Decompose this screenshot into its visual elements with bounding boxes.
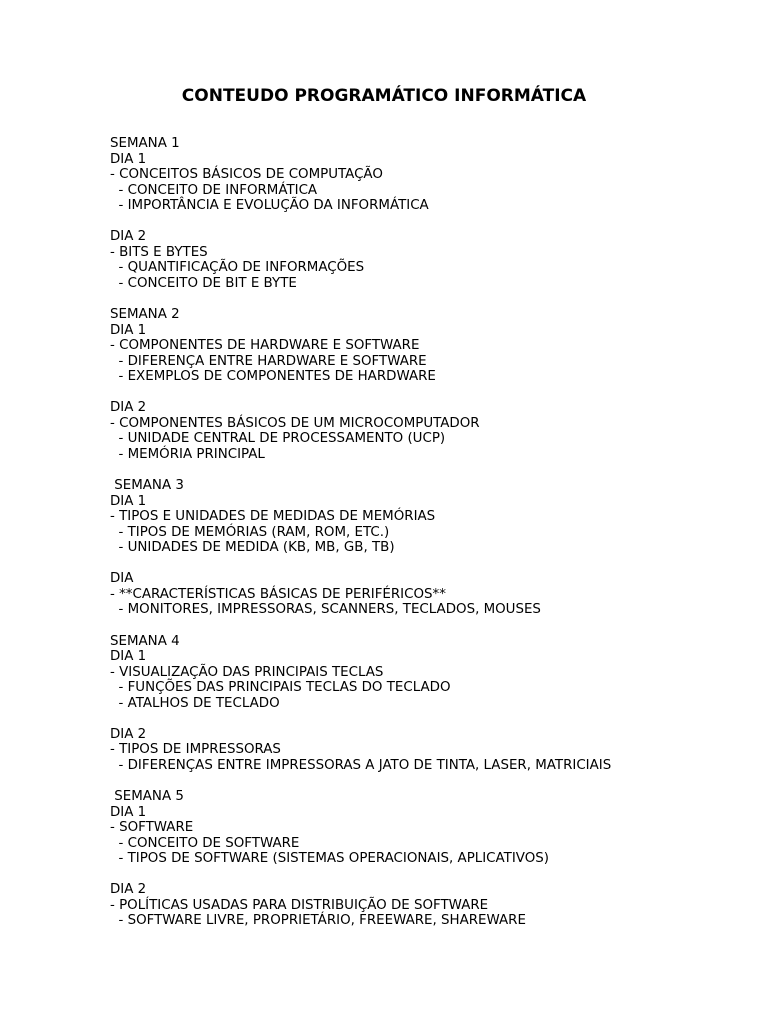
text-line: - COMPONENTES BÁSICOS DE UM MICROCOMPUTADOR: [110, 415, 480, 431]
blank-line: [110, 291, 611, 307]
text-line: - ATALHOS DE TECLADO: [110, 695, 280, 711]
text-line: - UNIDADES DE MEDIDA (KB, MB, GB, TB): [110, 540, 395, 556]
blank-line: [110, 867, 611, 883]
text-line: - TIPOS DE IMPRESSORAS: [110, 742, 281, 758]
text-line: - SOFTWARE LIVRE, PROPRIETÁRIO, FREEWARE, SHAREWARE: [110, 913, 526, 929]
text-line: - CONCEITO DE SOFTWARE: [110, 835, 300, 851]
text-line: - UNIDADE CENTRAL DE PROCESSAMENTO (UCP): [110, 431, 446, 447]
text-line: SEMANA 5: [110, 788, 184, 804]
text-line: - POLÍTICAS USADAS PARA DISTRIBUIÇÃO DE SOFTWARE: [110, 897, 489, 913]
text-line: DIA 1: [110, 151, 147, 167]
text-line: - IMPORTÂNCIA E EVOLUÇÃO DA INFORMÁTICA: [110, 198, 429, 214]
text-line: - DIFERENÇAS ENTRE IMPRESSORAS A JATO DE TINTA, LASER, MATRICIAIS: [110, 757, 612, 773]
text-line: DIA 1: [110, 804, 147, 820]
document-title: CONTEUDO PROGRAMÁTICO INFORMÁTICA: [181, 86, 587, 106]
text-line: DIA 1: [110, 649, 147, 665]
text-line: - CONCEITO DE INFORMÁTICA: [110, 182, 318, 198]
blank-line: [110, 385, 611, 401]
text-line: - SOFTWARE: [110, 820, 194, 836]
text-line: - MONITORES, IMPRESSORAS, SCANNERS, TECLADOS, MOUSES: [110, 602, 541, 618]
text-line: - DIFERENÇA ENTRE HARDWARE E SOFTWARE: [110, 353, 427, 369]
text-line: DIA 2: [110, 229, 147, 245]
text-line: - BITS E BYTES: [110, 244, 208, 260]
text-line: - QUANTIFICAÇÃO DE INFORMAÇÕES: [110, 260, 365, 276]
text-line: SEMANA 1: [110, 136, 180, 151]
text-line: DIA: [110, 571, 134, 587]
text-line: - EXEMPLOS DE COMPONENTES DE HARDWARE: [110, 369, 436, 385]
blank-line: [110, 556, 611, 572]
text-line: DIA 1: [110, 493, 147, 509]
text-line: SEMANA 3: [110, 478, 184, 494]
text-line: - MEMÓRIA PRINCIPAL: [110, 446, 265, 462]
blank-line: [110, 711, 611, 727]
blank-line: [110, 214, 611, 230]
text-line: SEMANA 4: [110, 633, 180, 649]
blank-line: [110, 618, 611, 634]
text-line: - TIPOS E UNIDADES DE MEDIDAS DE MEMÓRIAS: [110, 509, 436, 525]
blank-line: [110, 462, 611, 478]
text-line: DIA 1: [110, 322, 147, 338]
text-line: DIA 2: [110, 882, 147, 898]
text-line: - VISUALIZAÇÃO DAS PRINCIPAIS TECLAS: [110, 664, 384, 680]
text-line: - CONCEITO DE BIT E BYTE: [110, 275, 297, 291]
blank-line: [110, 773, 611, 789]
text-line: SEMANA 2: [110, 307, 180, 323]
text-line: DIA 2: [110, 726, 147, 742]
text-line: DIA 2: [110, 400, 147, 416]
text-line: - COMPONENTES DE HARDWARE E SOFTWARE: [110, 338, 420, 354]
text-line: - CONCEITOS BÁSICOS DE COMPUTAÇÃO: [110, 167, 383, 183]
document-body: [110, 136, 611, 929]
text-line: - TIPOS DE SOFTWARE (SISTEMAS OPERACIONAIS, APLICATIVOS): [110, 851, 549, 867]
text-line: - **CARACTERÍSTICAS BÁSICAS DE PERIFÉRICOS**: [110, 586, 446, 602]
text-line: - FUNÇÕES DAS PRINCIPAIS TECLAS DO TECLADO: [110, 680, 451, 696]
text-line: - TIPOS DE MEMÓRIAS (RAM, ROM, ETC.): [110, 524, 390, 540]
